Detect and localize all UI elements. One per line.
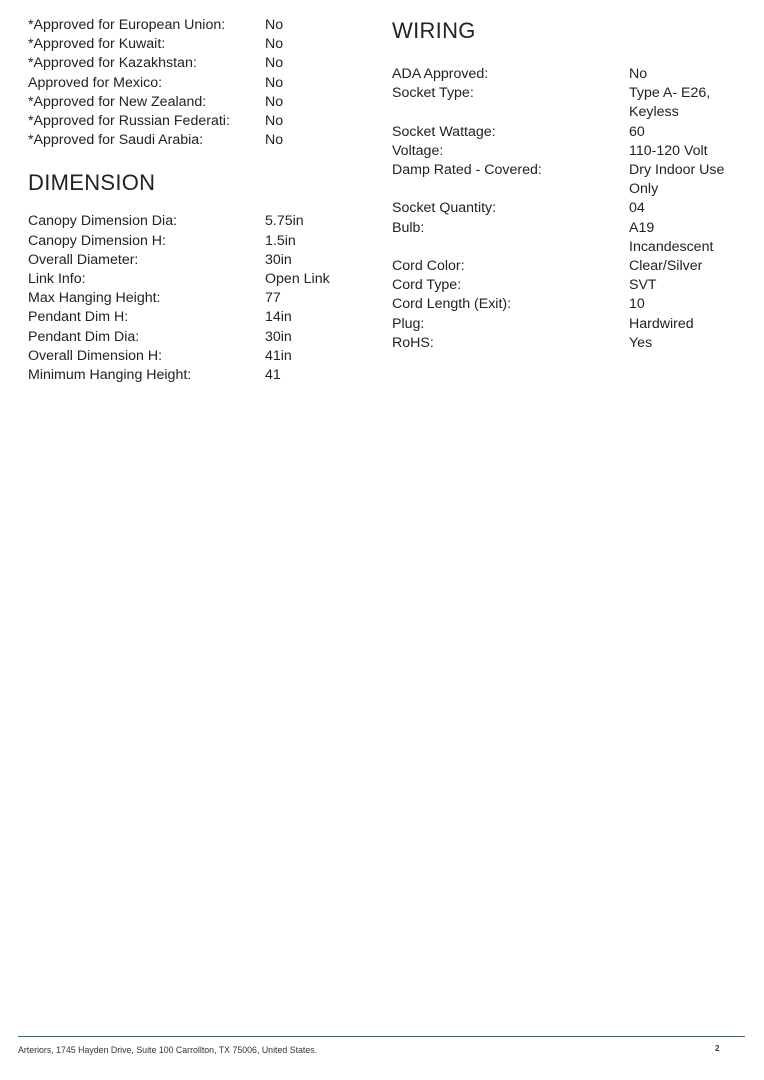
- spec-label: Cord Type:: [392, 277, 462, 294]
- spec-label: ADA Approved:: [392, 66, 489, 82]
- spec-row: [392, 219, 742, 257]
- spec-row: [392, 65, 742, 84]
- spec-label: Link Info:: [28, 271, 86, 288]
- spec-value: 10: [629, 296, 645, 313]
- spec-label: *Approved for Russian Federati:: [28, 113, 230, 130]
- spec-label: Bulb:: [392, 219, 425, 236]
- dimension-list: [28, 212, 358, 385]
- spec-value: Hardwired: [629, 315, 694, 332]
- spec-row: [28, 289, 358, 308]
- spec-label: Canopy Dimension H:: [28, 232, 166, 249]
- page-number: 2: [715, 1044, 720, 1053]
- spec-row: [28, 347, 358, 366]
- spec-label: Overall Diameter:: [28, 251, 139, 268]
- wiring-list: [392, 65, 742, 353]
- spec-row: [28, 74, 358, 93]
- spec-value: 30in: [265, 251, 292, 268]
- spec-value: Yes: [629, 334, 653, 351]
- spec-value: No: [265, 74, 284, 91]
- spec-label: RoHS:: [392, 334, 434, 351]
- spec-value: 77: [265, 290, 281, 307]
- spec-label: Damp Rated - Covered:: [392, 162, 542, 179]
- spec-label: Socket Wattage:: [392, 123, 496, 140]
- spec-value: 41: [265, 367, 281, 384]
- spec-label: *Approved for Kuwait:: [28, 36, 166, 53]
- spec-value: A19 Incandescent: [629, 219, 714, 255]
- spec-label: Cord Color:: [392, 258, 465, 275]
- spec-value: 41in: [265, 347, 292, 364]
- spec-value: 30in: [265, 328, 292, 345]
- spec-row: [28, 54, 358, 73]
- spec-label: Minimum Hanging Height:: [28, 367, 192, 384]
- right-column: [392, 16, 742, 353]
- spec-label: Socket Quantity:: [392, 200, 497, 217]
- spec-label: Socket Type:: [392, 85, 474, 102]
- spec-row: [28, 232, 358, 251]
- spec-label: Plug:: [392, 315, 425, 332]
- spec-value: 110-120 Volt: [629, 142, 708, 159]
- spec-row: [28, 131, 358, 150]
- spec-row: [392, 142, 742, 161]
- spec-row: [28, 212, 358, 231]
- spec-row: [28, 93, 358, 112]
- spec-label: *Approved for Kazakhstan:: [28, 55, 197, 72]
- footer-divider: [18, 1036, 745, 1037]
- spec-value: Clear/Silver: [629, 258, 703, 275]
- spec-value: Open Link: [265, 271, 330, 288]
- spec-value: SVT: [629, 277, 657, 294]
- spec-row: [28, 16, 358, 35]
- wiring-heading: WIRING: [392, 18, 476, 43]
- spec-row: [28, 308, 358, 327]
- spec-label: Pendant Dim Dia:: [28, 328, 140, 345]
- spec-value: Type A- E26, Keyless: [629, 85, 711, 121]
- left-column: [28, 16, 358, 385]
- spec-row: [28, 366, 358, 385]
- dimension-heading: DIMENSION: [28, 170, 156, 196]
- spec-value: 60: [629, 123, 645, 140]
- spec-label: Max Hanging Height:: [28, 290, 161, 307]
- spec-label: *Approved for New Zealand:: [28, 93, 207, 110]
- spec-label: Cord Length (Exit):: [392, 296, 512, 313]
- spec-row: [392, 334, 742, 353]
- spec-value: 1.5in: [265, 232, 296, 249]
- spec-row: [28, 328, 358, 347]
- spec-value: Dry Indoor Use Only: [629, 162, 725, 198]
- spec-label: *Approved for Saudi Arabia:: [28, 132, 204, 149]
- spec-row: [392, 161, 742, 199]
- spec-value: No: [265, 17, 284, 33]
- spec-label: Voltage:: [392, 142, 444, 159]
- spec-value: No: [265, 132, 284, 149]
- spec-label: Overall Dimension H:: [28, 347, 163, 364]
- spec-value: 5.75in: [265, 213, 304, 230]
- spec-label: *Approved for European Union:: [28, 17, 226, 33]
- spec-value: No: [265, 36, 284, 53]
- spec-value: 14in: [265, 309, 292, 326]
- spec-row: [392, 315, 742, 334]
- spec-value: No: [265, 93, 284, 110]
- spec-row: [28, 35, 358, 54]
- spec-row: [392, 199, 742, 218]
- spec-row: [392, 257, 742, 276]
- spec-row: [392, 276, 742, 295]
- spec-value: 04: [629, 200, 645, 217]
- approvals-list: [28, 16, 358, 150]
- footer-address: Arteriors, 1745 Hayden Drive, Suite 100 Carrollton, TX 75006, United States.: [18, 1045, 318, 1055]
- spec-value: No: [265, 113, 284, 130]
- spec-label: Canopy Dimension Dia:: [28, 213, 178, 230]
- spec-row: [392, 84, 742, 122]
- spec-value: No: [265, 55, 284, 72]
- spec-row: [28, 251, 358, 270]
- spec-row: [28, 270, 358, 289]
- spec-label: Approved for Mexico:: [28, 74, 163, 91]
- spec-row: [392, 295, 742, 314]
- spec-value: No: [629, 66, 648, 82]
- spec-label: Pendant Dim H:: [28, 309, 129, 326]
- spec-row: [28, 112, 358, 131]
- spec-row: [392, 123, 742, 142]
